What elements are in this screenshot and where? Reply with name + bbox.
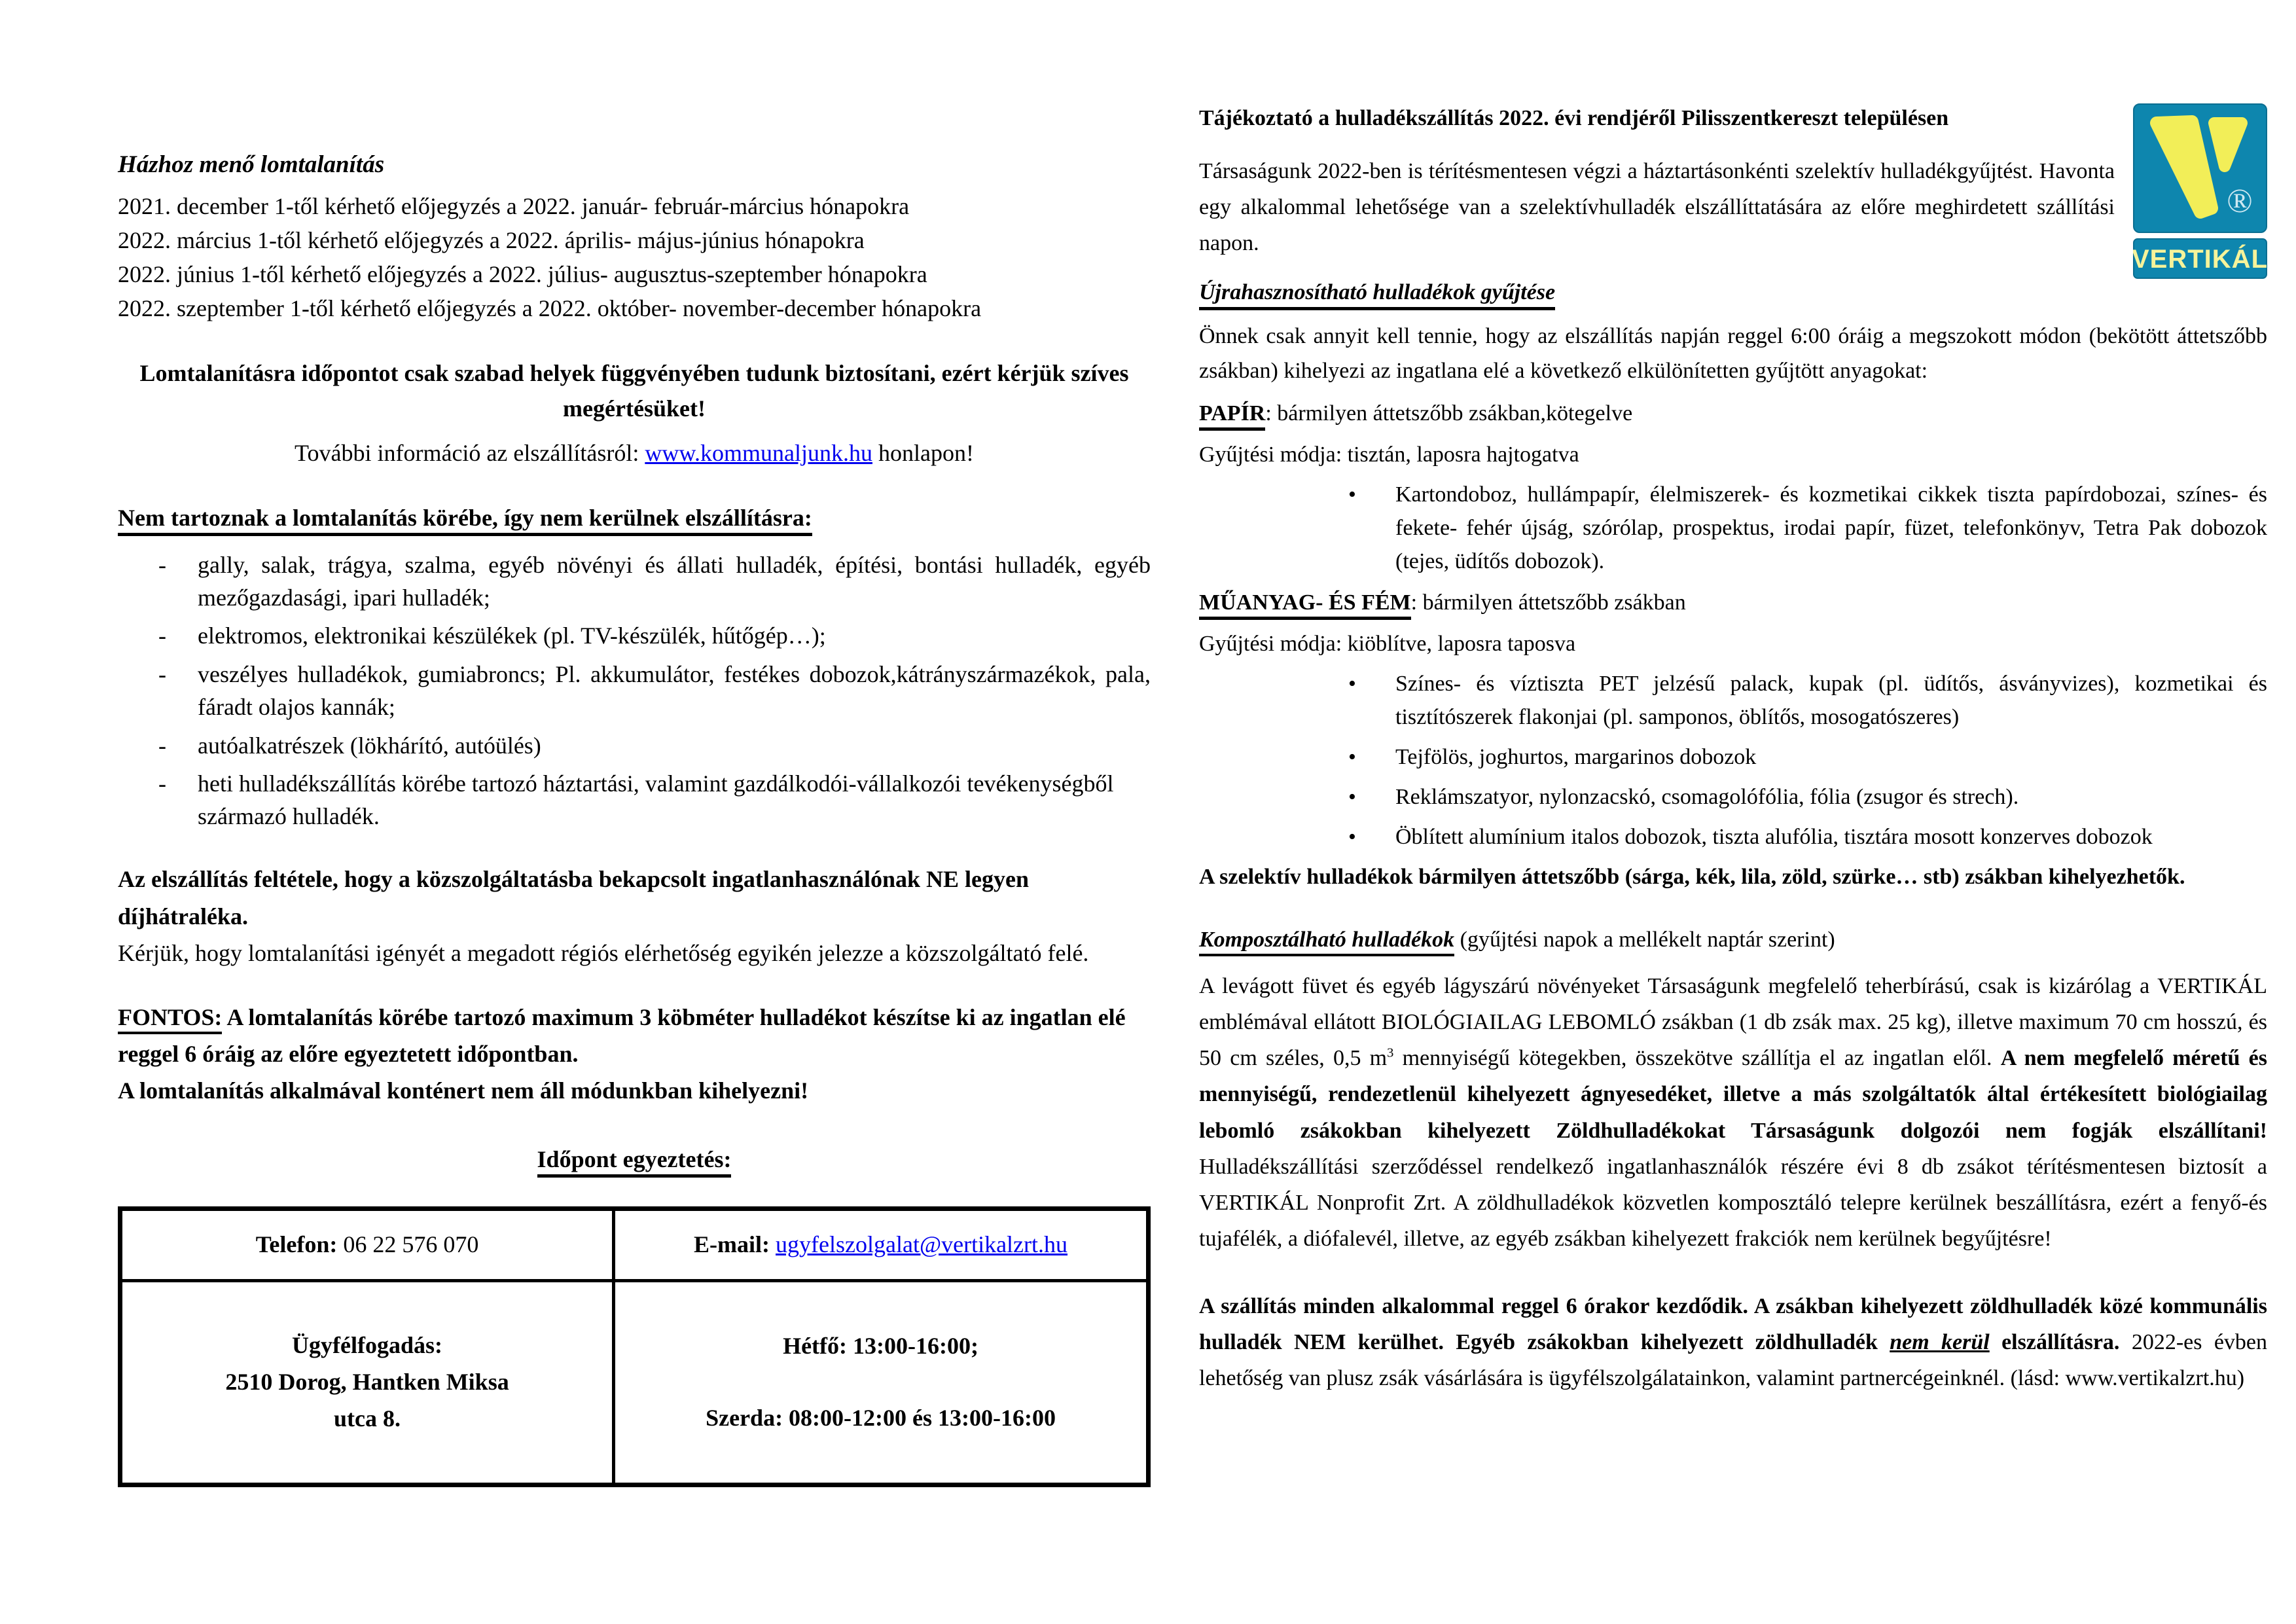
paper-method-line: Gyűjtési módja: tisztán, laposra hajtogatva [1199,442,1579,467]
hours-line: Szerda: 08:00-12:00 és 13:00-16:00 [706,1404,1056,1431]
list-item [118,658,1151,724]
list-item [118,549,1151,615]
compost-paragraph [1199,968,2267,1257]
list-item [118,767,1151,833]
list-item [1199,780,2267,814]
compost-text: A levágott füvet és egyéb lágyszárú növényeket Társaságunk megfelelő teherbírású, csak is kizárólag a VERTIKÁL emblémával ellátott BIOLÓGIAILAG LEBOMLÓ zsákban (1 db zsák max. 25 kg), illetve maximum 70 cm hosszú, és 50 cm széles, 0,5 m [1199,974,2267,1071]
superscript-3: 3 [1387,1046,1394,1061]
page-title: Tájékoztató a hulladékszállítás 2022. évi rendjéről Pilisszentkereszt településen [1199,106,1949,130]
list-item-text: gally, salak, trágya, szalma, egyéb növényi és állati hulladék, építési, bontási hulladék, egyéb mezőgazdasági, ipari hulladék; [198,551,1151,611]
vertikal-logo-image [2133,103,2267,279]
paper-line [1199,397,2267,430]
booking-date-line: 2021. december 1-től kérhető előjegyzés a 2022. január- február-március hónapokra [118,192,910,219]
dash-marker: - [158,551,166,578]
important-label: FONTOS: [118,1004,222,1034]
right-column [1199,103,2267,1396]
bullet-marker: • [1348,784,1356,809]
dash-marker: - [158,770,166,797]
list-item-text: Öblített alumínium italos dobozok, tiszta alufólia, tisztára mosott konzerves dobozok [1395,824,2153,849]
compost-warning: A nem megfelelő méretű és mennyiségű, rendezetlenül kihelyezett ágnyesedéket, illetve a más szolgáltatók által értékesített biológiailag lebomló zsákokban kihelyezett Zöldhulladékokat Társaságunk dolgozói nem fogják elszállítani! [1199,1046,2267,1143]
table-row [120,1280,1149,1485]
dash-marker: - [158,732,166,759]
hours-cell [614,1280,1149,1485]
final-text-bold: elszállításra. [1989,1329,2132,1354]
phone-value: 06 22 576 070 [337,1231,479,1257]
dash-marker: - [158,660,166,687]
office-line: Ügyfélfogadás: [292,1332,443,1359]
hours-line: Hétfő: 13:00-16:00; [783,1333,978,1360]
vertikal-logo [2133,103,2267,279]
booking-date-line: 2022. szeptember 1-től kérhető előjegyzés a 2022. október- november-december hónapokra [118,295,982,322]
office-line: 2510 Dorog, Hantken Miksa [225,1369,509,1395]
plastic-method-line: Gyűjtési módja: kiöblítve, laposra taposva [1199,631,1576,656]
availability-notice: Lomtalanításra időpontot csak szabad helyek függvényében tudunk biztosítani, ezért kérjük szíves megértésüket! [139,360,1129,422]
left-heading: Házhoz menő lomtalanítás [118,151,385,178]
booking-date-line: 2022. június 1-től kérhető előjegyzés a 2022. július- augusztus-szeptember hónapokra [118,261,927,288]
container-note: A lomtalanítás alkalmával konténert nem áll módunkban kihelyezni! [118,1077,809,1104]
list-item [1199,820,2267,854]
dash-marker: - [158,623,166,649]
final-paragraph [1199,1288,2267,1396]
plastic-line [1199,586,2267,619]
compost-heading: Komposztálható hulladékok [1199,928,1454,956]
table-row [120,1208,1149,1280]
booking-date-line: 2022. március 1-től kérhető előjegyzés a 2022. április- május-június hónapokra [118,226,865,253]
final-text-regular: 2022-es évben lehetőség van plusz zsák vásárlására is ügyfélszolgálatainkon, valamint partnercégeinknél. (lásd: www.vertikalzrt.hu) [1199,1329,2268,1390]
compost-heading-suffix: (gyűjtési napok a mellékelt naptár szerint) [1454,928,1835,952]
list-item [1199,478,2267,578]
logo-wordmark: VERTIKÁL [2133,245,2267,274]
left-column [118,147,1151,1487]
list-item [1199,667,2267,734]
plastic-text: : bármilyen áttetszőbb zsákban [1410,590,1686,615]
list-item-text: Reklámszatyor, nylonzacskó, csomagolófólia, fólia (zsugor és strech). [1395,784,2019,809]
selective-note: A szelektív hulladékok bármilyen áttetszőbb (sárga, kék, lila, zöld, szürke… stb) zsákban kihelyezhetők. [1199,864,2185,889]
paper-text: : bármilyen áttetszőbb zsákban,kötegelve [1265,401,1633,425]
office-cell [120,1280,614,1485]
compost-text: Hulladékszállítási szerződéssel rendelkező ingatlanhasználók részére évi 8 db zsákot térítésmentesen biztosít a VERTIKÁL Nonprofit Zrt. A zöldhulladékok közvetlen komposztáló telepre kerülnek beszállításra, ezért a fenyő-és tujafélék, a diófalevél, illetve, az egyéb zsákban kihelyezett frakciók nem kerülnek begyűjtésre! [1199,1154,2267,1251]
paper-list [1199,478,2267,578]
list-item [1199,740,2267,774]
phone-label: Telefon: [255,1231,338,1257]
bullet-marker: • [1348,824,1356,849]
list-item-text: heti hulladékszállítás körébe tartozó háztartási, valamint gazdálkodói-vállalkozói tevékenységből származó hulladék. [198,770,1114,830]
spacer [628,1365,1133,1400]
paper-label: PAPÍR [1199,401,1265,431]
condition-paragraph: Az elszállítás feltétele, hogy a közszolgáltatásba bekapcsolt ingatlanhasználónak NE legyen díjhátraléka. [118,865,1029,929]
excluded-list [118,549,1151,833]
bullet-marker: • [1348,744,1356,769]
compost-text: mennyiségű kötegekben, összekötve szállítja el az ingatlan elől. [1393,1046,2001,1071]
email-link[interactable]: ugyfelszolgalat@vertikalzrt.hu [776,1231,1068,1257]
compost-heading-line [1199,923,2267,956]
list-item-text: elektromos, elektronikai készülékek (pl. TV-készülék, hűtőgép…); [198,623,826,649]
important-text: A lomtalanítás körébe tartozó maximum 3 köbméter hulladékot készítse ki az ingatlan elé reggel 6 óráig az előre egyeztetett időpontban. [118,1004,1126,1068]
final-text-bold: A szállítás minden alkalommal reggel 6 órakor kezdődik. A zsákban kihelyezett zöldhulladék közé kommunális hulladék NEM kerülhet. Egyéb zsákokban kihelyezett zöldhulladék [1199,1293,2267,1354]
office-line: utca 8. [334,1405,401,1432]
list-item [118,619,1151,652]
bullet-marker: • [1348,482,1356,507]
list-item [118,729,1151,762]
list-item-text: Tejfölös, joghurtos, margarinos dobozok [1395,744,1757,769]
plastic-list [1199,667,2267,854]
email-label: E-mail: [694,1231,776,1257]
plastic-label: MŰANYAG- ÉS FÉM [1199,590,1411,620]
list-item-text: veszélyes hulladékok, gumiabroncs; Pl. akkumulátor, festékes dobozok,kátrányszármazékok, pala, fáradt olajos kannák; [198,660,1151,721]
important-paragraph [118,1000,1151,1073]
excluded-heading: Nem tartoznak a lomtalanítás körébe, így nem kerülnek elszállításra: [118,501,1151,535]
phone-cell [120,1208,614,1280]
instructions-paragraph: Önnek csak annyit kell tennie, hogy az elszállítás napján reggel 6:00 óráig a megszokott módon (bekötött áttetszőbb zsákban) kihelyezi az ingatlana elé a következő elkülönítetten gyűjtött anyagokat: [1199,324,2267,383]
booking-dates [118,189,1151,326]
request-paragraph: Kérjük, hogy lomtalanítási igényét a megadott régiós elérhetőség egyikén jelezze a közszolgáltató felé. [118,940,1089,967]
bullet-marker: • [1348,671,1356,696]
more-info-suffix: honlapon! [872,440,974,467]
list-item-text: autóalkatrészek (lökhárító, autóülés) [198,732,541,759]
contact-table [118,1206,1151,1487]
more-info-prefix: További információ az elszállításról: [295,440,645,467]
list-item-text: Kartondoboz, hullámpapír, élelmiszerek- és kozmetikai cikkek tiszta papírdobozai, színes- és fekete- fehér újság, szórólap, prospektus, irodai papír, füzet, telefonkönyv, Tetra Pak dobozok (tejes, üdítős dobozok). [1395,482,2267,573]
recyclables-heading: Újrahasznosítható hulladékok gyűjtése [1199,276,2267,309]
more-info-line [118,435,1151,471]
registered-mark: ® [2227,183,2253,220]
final-emphasis: nem kerül [1890,1329,1990,1354]
appointment-heading: Időpont egyeztetés: [118,1142,1151,1176]
kommunaljunk-link[interactable]: www.kommunaljunk.hu [645,440,872,467]
intro-paragraph: Társaságunk 2022-ben is térítésmentesen végzi a háztartásonkénti szelektív hulladékgyűjtést. Havonta egy alkalommal lehetősége van a szelektívhulladék elszállíttatására az előre meghirdetett szállítási napon. [1199,158,2115,256]
email-cell [614,1208,1149,1280]
list-item-text: Színes- és víztiszta PET jelzésű palack, kupak (pl. üdítős, ásványvizes), kozmetikai és tisztítószerek flakonjai (pl. samponos, öblítős, mosogatószeres) [1395,671,2267,729]
